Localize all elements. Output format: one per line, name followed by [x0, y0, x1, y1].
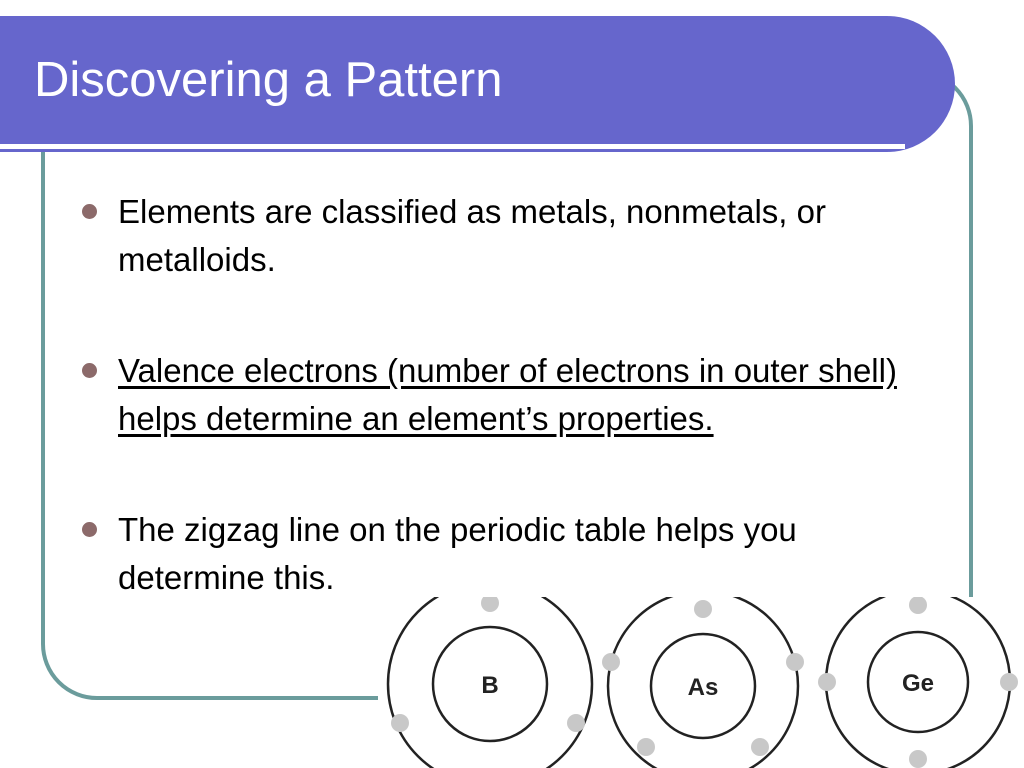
- electron-icon: [567, 714, 585, 732]
- atom-diagrams: [378, 597, 1024, 768]
- bullet-item: [118, 347, 948, 443]
- bullet-item: [118, 506, 948, 602]
- title-underline: [0, 144, 905, 149]
- electron-icon: [909, 750, 927, 768]
- electron-icon: [751, 738, 769, 756]
- atom-diagrams-svg: [378, 597, 1024, 768]
- bullet-item: [118, 188, 948, 284]
- electron-icon: [1000, 673, 1018, 691]
- bullet-dot-icon: [82, 204, 97, 219]
- slide-title: Discovering a Pattern: [34, 53, 503, 107]
- electron-icon: [786, 653, 804, 671]
- electron-icon: [637, 738, 655, 756]
- bullet-dot-icon: [82, 363, 97, 378]
- atom-ge: [818, 597, 1018, 768]
- bullet-text-underlined: Valence electrons (number of electrons in outer shell): [118, 352, 897, 389]
- electron-icon: [391, 714, 409, 732]
- atom-symbol: Ge: [901, 670, 935, 697]
- electron-icon: [602, 653, 620, 671]
- bullet-text: The zigzag line on the periodic table helps you determine this.: [118, 511, 797, 596]
- bullet-list: [118, 188, 948, 602]
- electron-icon: [909, 597, 927, 614]
- electron-icon: [818, 673, 836, 691]
- bullet-text: Elements are classified as metals, nonmetals, or metalloids.: [118, 193, 826, 278]
- atom-as: [602, 597, 804, 768]
- atom-b: [388, 597, 592, 768]
- bullet-text-underlined: helps determine an element’s properties.: [118, 400, 714, 437]
- atom-symbol: As: [687, 674, 719, 701]
- atom-symbol: B: [481, 672, 499, 699]
- electron-icon: [694, 600, 712, 618]
- bullet-dot-icon: [82, 522, 97, 537]
- electron-icon: [481, 597, 499, 612]
